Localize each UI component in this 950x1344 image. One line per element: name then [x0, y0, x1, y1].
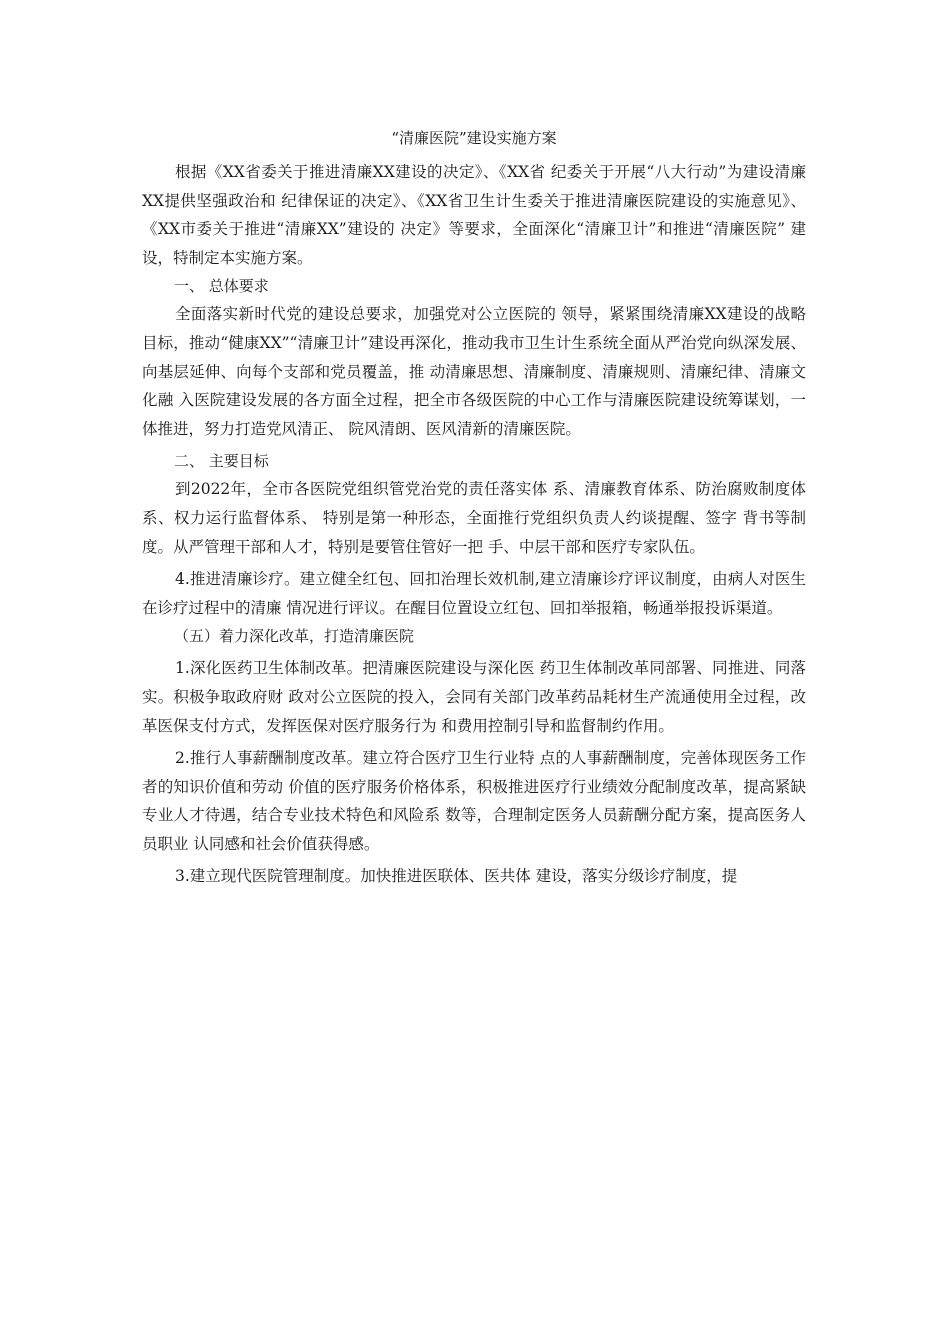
item-clean-diagnosis-paragraph: 4.推进清廉诊疗。建立健全红包、回扣治理长效机制,建立清廉诊疗评议制度，由病人对医生在诊疗过程中的清廉 情况进行评议。在醒目位置设立红包、回扣举报箱，畅通举报投诉渠道。 [142, 570, 806, 617]
document-page [142, 126, 806, 891]
document-title: “清廉医院”建设实施方案 [391, 129, 557, 147]
section-heading-general-requirements: 一、 总体要求 [174, 277, 269, 296]
main-goals-paragraph: 到2022年，全市各医院党组织管党治党的责任落实体 系、清廉教育体系、防治腐败制度体系、权力运行监督体系、 特别是第一种形态，全面推行党组织负责人约谈提醒、签字 背书等制度。从严管理干部和人才，特别是要管住管好一把 手、中层干部和医疗专家队伍。 [142, 480, 806, 556]
item-personnel-reform-paragraph: 2.推行人事薪酬制度改革。建立符合医疗卫生行业特 点的人事薪酬制度，完善体现医务工作者的知识价值和劳动 价值的医疗服务价格体系，积极推进医疗行业绩效分配制度改革，提高紧缺专业人才待遇，结合专业技术特色和风险系 数等，合理制定医务人员薪酬分配方案，提高医务人员职业 认同感和社会价值获得感。 [142, 749, 806, 853]
item-medical-reform-paragraph: 1.深化医药卫生体制改革。把清廉医院建设与深化医 药卫生体制改革同部署、同推进、同落实。积极争取政府财 政对公立医院的投入，会同有关部门改革药品耗材生产流通使用全过程，改革医保支付方式，发挥医保对医疗服务行为 和费用控制引导和监督制约作用。 [142, 659, 806, 735]
section-heading-deepen-reform: （五）着力深化改革，打造清廉医院 [174, 627, 415, 646]
general-requirements-paragraph: 全面落实新时代党的建设总要求，加强党对公立医院的 领导，紧紧围绕清廉XX建设的战略目标，推动“健康XX”“清廉卫计”建设再深化，推动我市卫生计生系统全面从严治党向纵深发展、向基层延伸、向每个支部和党员覆盖，推 动清廉思想、清廉制度、清廉规则、清廉纪律、清廉文化融 入医院建设发展的各方面全过程，把全市各级医院的中心工作与清廉医院建设统筹谋划，一体推进，努力打造党风清正、 院风清朗、医风清新的清廉医院。 [142, 305, 806, 438]
item-hospital-management-paragraph: 3.建立现代医院管理制度。加快推进医联体、医共体 建设，落实分级诊疗制度，提 [175, 867, 738, 886]
section-heading-main-goals: 二、 主要目标 [174, 452, 269, 471]
intro-paragraph: 根据《XX省委关于推进清廉XX建设的决定》、《XX省 纪委关于开展“八大行动”为建设清廉XX提供坚强政治和 纪律保证的决定》、《XX省卫生计生委关于推进清廉医院建设的实施意见》、《XX市委关于推进“清廉XX”建设的 决定》等要求，全面深化“清廉卫计”和推进“清廉医院” 建设，特制定本实施方案。 [142, 163, 806, 267]
